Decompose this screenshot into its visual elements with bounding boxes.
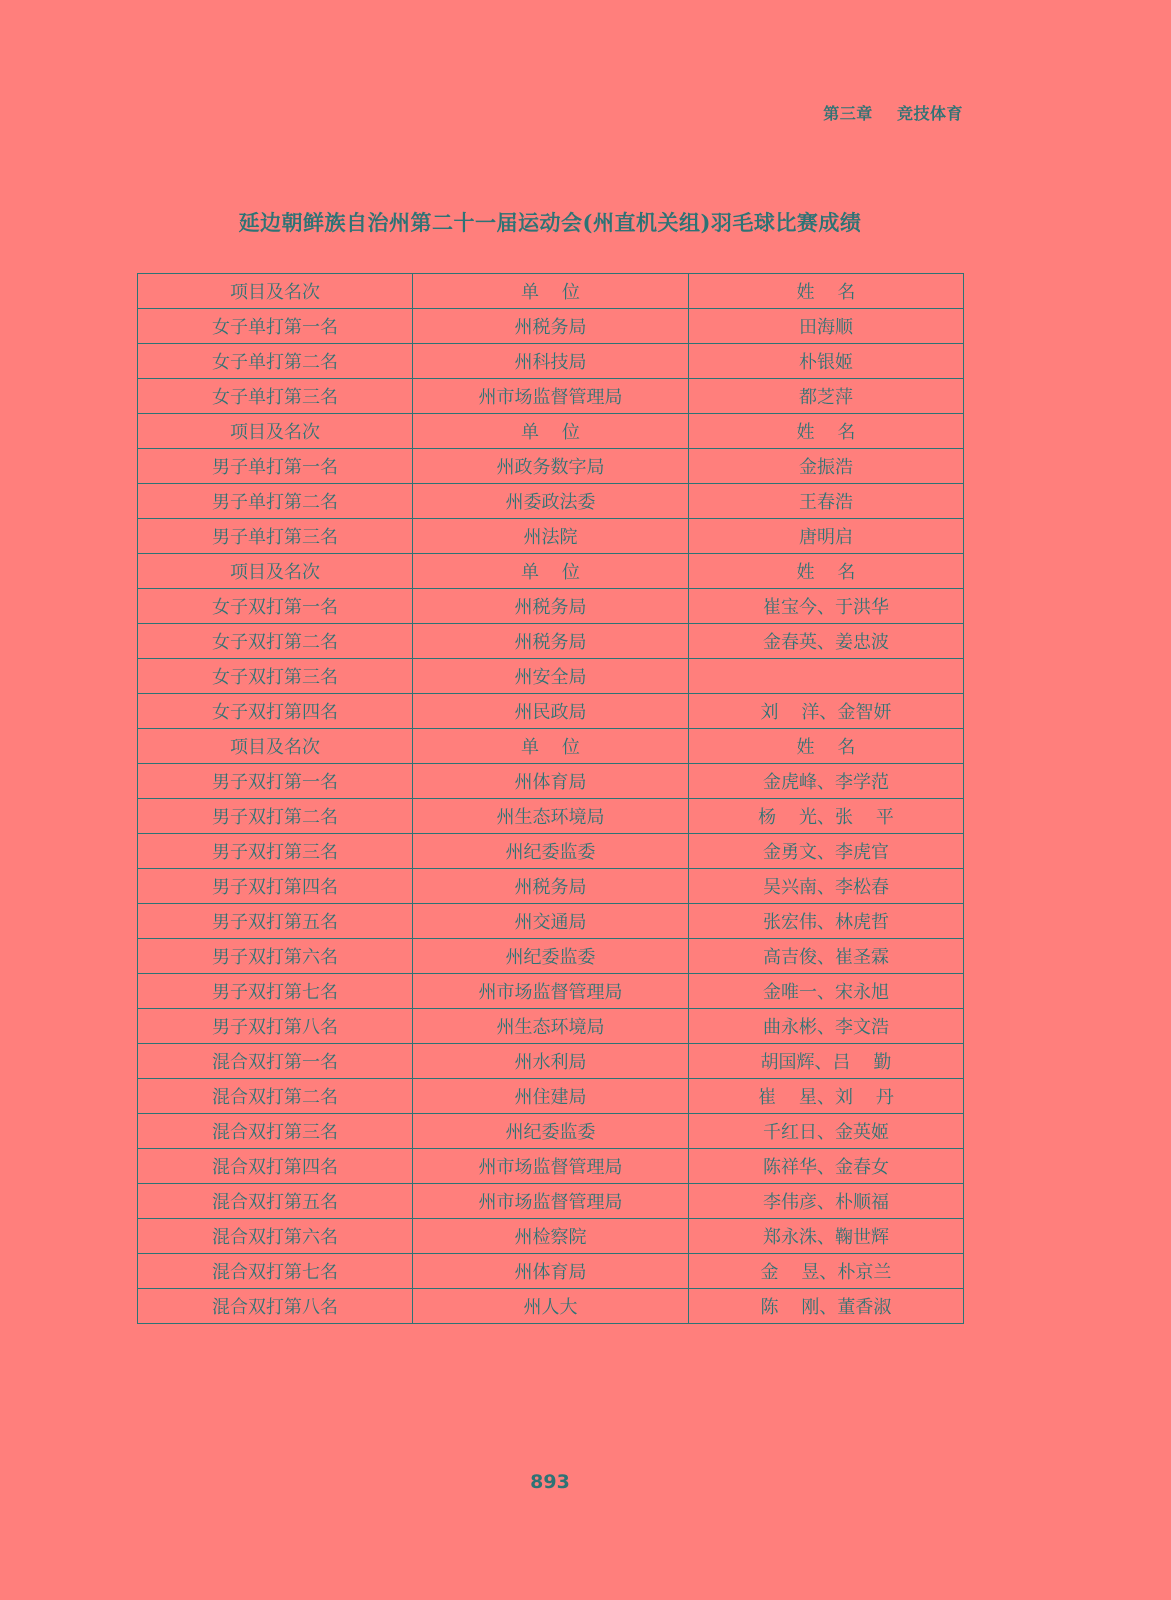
table-header-row bbox=[138, 414, 964, 449]
table-row bbox=[138, 1114, 964, 1149]
name-cell: 金 昱、朴京兰 bbox=[689, 1254, 964, 1289]
name-cell: 陈 刚、董香淑 bbox=[689, 1289, 964, 1324]
unit-cell: 单 位 bbox=[413, 729, 689, 764]
event-rank-cell: 女子单打第一名 bbox=[138, 309, 413, 344]
table-row bbox=[138, 939, 964, 974]
event-rank-cell: 男子单打第二名 bbox=[138, 484, 413, 519]
event-rank-cell: 混合双打第三名 bbox=[138, 1114, 413, 1149]
event-rank-cell: 项目及名次 bbox=[138, 729, 413, 764]
event-rank-cell: 混合双打第二名 bbox=[138, 1079, 413, 1114]
table-row bbox=[138, 624, 964, 659]
table-row bbox=[138, 484, 964, 519]
document-title: 延边朝鲜族自治州第二十一届运动会(州直机关组)羽毛球比赛成绩 bbox=[238, 210, 862, 235]
table-row bbox=[138, 974, 964, 1009]
unit-cell: 州纪委监委 bbox=[413, 834, 689, 869]
table-header-row bbox=[138, 274, 964, 309]
unit-cell: 州税务局 bbox=[413, 869, 689, 904]
name-cell: 姓 名 bbox=[689, 414, 964, 449]
event-rank-cell: 女子双打第二名 bbox=[138, 624, 413, 659]
event-rank-cell: 男子单打第三名 bbox=[138, 519, 413, 554]
table-row bbox=[138, 379, 964, 414]
unit-cell: 州委政法委 bbox=[413, 484, 689, 519]
name-cell: 姓 名 bbox=[689, 729, 964, 764]
name-cell: 崔宝今、于洪华 bbox=[689, 589, 964, 624]
unit-cell: 州税务局 bbox=[413, 589, 689, 624]
running-header: 第三章 竞技体育 bbox=[823, 104, 963, 123]
name-cell: 郑永洙、鞠世辉 bbox=[689, 1219, 964, 1254]
table-row bbox=[138, 659, 964, 694]
unit-cell: 单 位 bbox=[413, 554, 689, 589]
event-rank-cell: 混合双打第八名 bbox=[138, 1289, 413, 1324]
event-rank-cell: 混合双打第四名 bbox=[138, 1149, 413, 1184]
name-cell: 杨 光、张 平 bbox=[689, 799, 964, 834]
event-rank-cell: 男子单打第一名 bbox=[138, 449, 413, 484]
unit-cell: 州体育局 bbox=[413, 1254, 689, 1289]
unit-cell: 州纪委监委 bbox=[413, 939, 689, 974]
name-cell: 千红日、金英姬 bbox=[689, 1114, 964, 1149]
event-rank-cell: 项目及名次 bbox=[138, 414, 413, 449]
unit-cell: 州法院 bbox=[413, 519, 689, 554]
table-row bbox=[138, 904, 964, 939]
unit-cell: 单 位 bbox=[413, 414, 689, 449]
unit-cell: 州体育局 bbox=[413, 764, 689, 799]
event-rank-cell: 男子双打第七名 bbox=[138, 974, 413, 1009]
table-row bbox=[138, 309, 964, 344]
name-cell: 都芝萍 bbox=[689, 379, 964, 414]
name-cell: 崔 星、刘 丹 bbox=[689, 1079, 964, 1114]
name-cell bbox=[689, 659, 964, 694]
table-row bbox=[138, 834, 964, 869]
table-header-row bbox=[138, 554, 964, 589]
name-cell: 张宏伟、林虎哲 bbox=[689, 904, 964, 939]
name-cell: 田海顺 bbox=[689, 309, 964, 344]
name-cell: 陈祥华、金春女 bbox=[689, 1149, 964, 1184]
results-table bbox=[137, 273, 964, 1324]
table-row bbox=[138, 764, 964, 799]
name-cell: 金唯一、宋永旭 bbox=[689, 974, 964, 1009]
page-number: 893 bbox=[530, 1471, 570, 1493]
event-rank-cell: 男子双打第二名 bbox=[138, 799, 413, 834]
name-cell: 朴银姬 bbox=[689, 344, 964, 379]
unit-cell: 州纪委监委 bbox=[413, 1114, 689, 1149]
table-row bbox=[138, 694, 964, 729]
event-rank-cell: 女子单打第二名 bbox=[138, 344, 413, 379]
event-rank-cell: 男子双打第一名 bbox=[138, 764, 413, 799]
table-row bbox=[138, 344, 964, 379]
unit-cell: 州税务局 bbox=[413, 309, 689, 344]
event-rank-cell: 混合双打第五名 bbox=[138, 1184, 413, 1219]
event-rank-cell: 项目及名次 bbox=[138, 554, 413, 589]
name-cell: 刘 洋、金智妍 bbox=[689, 694, 964, 729]
name-cell: 唐明启 bbox=[689, 519, 964, 554]
name-cell: 李伟彦、朴顺福 bbox=[689, 1184, 964, 1219]
name-cell: 曲永彬、李文浩 bbox=[689, 1009, 964, 1044]
unit-cell: 州市场监督管理局 bbox=[413, 1149, 689, 1184]
name-cell: 金振浩 bbox=[689, 449, 964, 484]
unit-cell: 州市场监督管理局 bbox=[413, 1184, 689, 1219]
name-cell: 金勇文、李虎官 bbox=[689, 834, 964, 869]
name-cell: 姓 名 bbox=[689, 554, 964, 589]
unit-cell: 州交通局 bbox=[413, 904, 689, 939]
event-rank-cell: 男子双打第四名 bbox=[138, 869, 413, 904]
event-rank-cell: 女子单打第三名 bbox=[138, 379, 413, 414]
event-rank-cell: 女子双打第四名 bbox=[138, 694, 413, 729]
table-row bbox=[138, 799, 964, 834]
event-rank-cell: 女子双打第一名 bbox=[138, 589, 413, 624]
table-row bbox=[138, 1219, 964, 1254]
table-header-row bbox=[138, 729, 964, 764]
table-row bbox=[138, 449, 964, 484]
unit-cell: 州市场监督管理局 bbox=[413, 974, 689, 1009]
unit-cell: 州安全局 bbox=[413, 659, 689, 694]
unit-cell: 州住建局 bbox=[413, 1079, 689, 1114]
table-row bbox=[138, 1149, 964, 1184]
event-rank-cell: 混合双打第一名 bbox=[138, 1044, 413, 1079]
event-rank-cell: 混合双打第六名 bbox=[138, 1219, 413, 1254]
table-row bbox=[138, 1009, 964, 1044]
name-cell: 王春浩 bbox=[689, 484, 964, 519]
event-rank-cell: 女子双打第三名 bbox=[138, 659, 413, 694]
table-row bbox=[138, 869, 964, 904]
table-row bbox=[138, 1289, 964, 1324]
table-row bbox=[138, 589, 964, 624]
unit-cell: 州生态环境局 bbox=[413, 1009, 689, 1044]
unit-cell: 州检察院 bbox=[413, 1219, 689, 1254]
event-rank-cell: 男子双打第三名 bbox=[138, 834, 413, 869]
unit-cell: 州生态环境局 bbox=[413, 799, 689, 834]
name-cell: 吴兴南、李松春 bbox=[689, 869, 964, 904]
unit-cell: 州税务局 bbox=[413, 624, 689, 659]
table-row bbox=[138, 1079, 964, 1114]
table-row bbox=[138, 1184, 964, 1219]
unit-cell: 州水利局 bbox=[413, 1044, 689, 1079]
event-rank-cell: 男子双打第六名 bbox=[138, 939, 413, 974]
name-cell: 金虎峰、李学范 bbox=[689, 764, 964, 799]
table-row bbox=[138, 1044, 964, 1079]
event-rank-cell: 男子双打第五名 bbox=[138, 904, 413, 939]
name-cell: 姓 名 bbox=[689, 274, 964, 309]
unit-cell: 州民政局 bbox=[413, 694, 689, 729]
event-rank-cell: 混合双打第七名 bbox=[138, 1254, 413, 1289]
table-row bbox=[138, 1254, 964, 1289]
name-cell: 胡国辉、吕 勤 bbox=[689, 1044, 964, 1079]
table-row bbox=[138, 519, 964, 554]
name-cell: 高吉俊、崔圣霖 bbox=[689, 939, 964, 974]
unit-cell: 州市场监督管理局 bbox=[413, 379, 689, 414]
unit-cell: 单 位 bbox=[413, 274, 689, 309]
unit-cell: 州政务数字局 bbox=[413, 449, 689, 484]
name-cell: 金春英、姜忠波 bbox=[689, 624, 964, 659]
event-rank-cell: 项目及名次 bbox=[138, 274, 413, 309]
unit-cell: 州人大 bbox=[413, 1289, 689, 1324]
unit-cell: 州科技局 bbox=[413, 344, 689, 379]
event-rank-cell: 男子双打第八名 bbox=[138, 1009, 413, 1044]
